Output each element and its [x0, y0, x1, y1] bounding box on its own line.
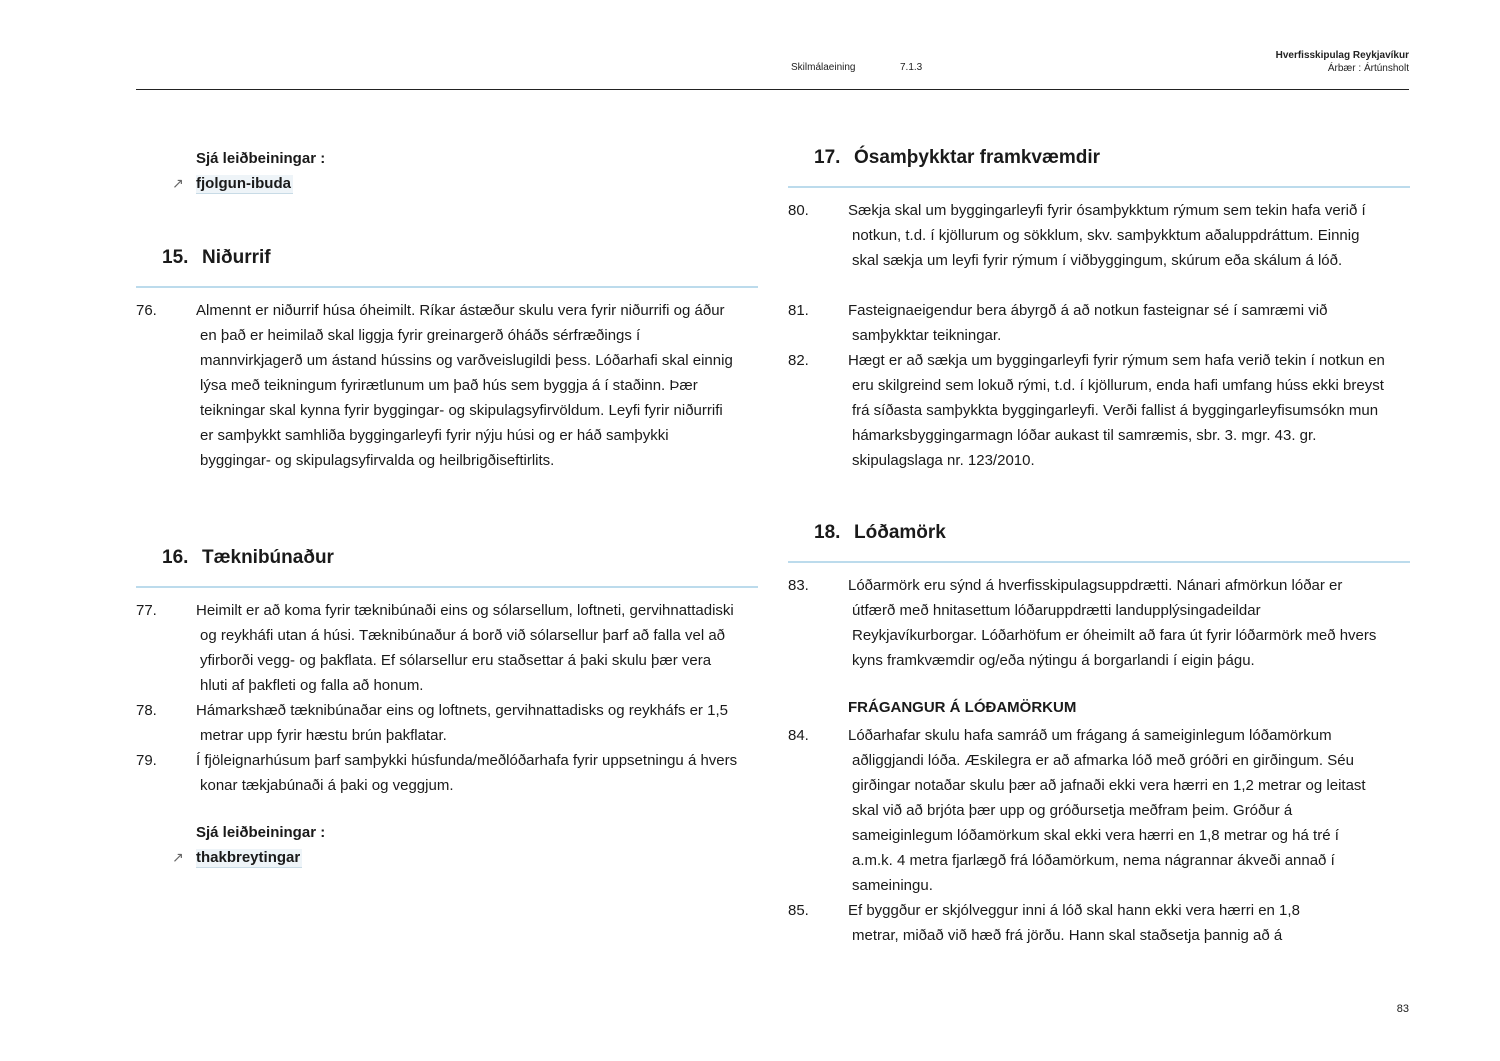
item-number: 81.	[788, 302, 809, 319]
section-title: Tæknibúnaður	[202, 547, 334, 568]
item-text: Heimilt er að koma fyrir tæknibúnaði eins og sólarsellum, loftneti, gervihnattadiski og reykháfi utan á húsi. Tæknibúnaður á borð við sólarsellur þarf að falla vel að yfirborði vegg- og þakflata. Ef sólarsellur eru staðsettar á þaki skulu þær vera hluti af þakfleti og falla að honum.	[196, 602, 734, 694]
item-text: Almennt er niðurrif húsa óheimilt. Ríkar ástæður skulu vera fyrir niðurrifi og áður en það er heimilað skal liggja fyrir greinargerð óháðs sérfræðings í mannvirkjagerð um ástand hússins og varðveislugildi þess. Lóðarhafi skal einnig lýsa með teikningum fyrirætlunum um það hús sem byggja á í staðinn. Þær teikningar skal kynna fyrir byggingar- og skipulagsyfirvöldum. Leyfi fyrir niðurrifi er samþykkt samhliða byggingarleyfi fyrir nýju húsi og er háð samþykki byggingar- og skipulagsyfirvalda og heilbrigðiseftirlits.	[196, 302, 733, 469]
item-text: Ef byggður er skjólveggur inni á lóð skal hann ekki vera hærri en 1,8 metrar, miðað við hæð frá jörðu. Hann skal staðsetja þannig að á	[848, 902, 1300, 944]
item-number: 80.	[788, 202, 809, 219]
section-rule	[136, 286, 758, 288]
item-number: 84.	[788, 727, 809, 744]
item-number: 82.	[788, 352, 809, 369]
item-number: 83.	[788, 577, 809, 594]
guide-link-thakbreytingar[interactable]: thakbreytingar	[196, 849, 301, 866]
section-title: Niðurrif	[202, 247, 271, 268]
section-number: 17.	[814, 147, 841, 168]
section-number: 16.	[162, 547, 189, 568]
item-text: Fasteignaeigendur bera ábyrgð á að notkun fasteignar sé í samræmi við samþykktar teikningar.	[848, 302, 1328, 344]
item-text: Lóðarhafar skulu hafa samráð um frágang á sameiginlegum lóðamörkum aðliggjandi lóða. Æskilegra er að afmarka lóð með gróðri en girðingum. Séu girðingar notaðar skulu þær að jafnaði ekki vera hærri en 1,2 metrar og leitast skal við að brjóta þær upp og gróðursetja meðfram þeim. Gróður á sameiginlegum lóðamörkum skal ekki vera hærri en 1,8 metrar og há tré í a.m.k. 4 metra fjarlægð frá lóðamörkum, nema nágrannar ákveði annað í sameiningu.	[848, 727, 1366, 894]
guide-label: Sjá leiðbeiningar :	[196, 150, 326, 167]
item-text: Í fjöleignarhúsum þarf samþykki húsfunda/meðlóðarhafa fyrir uppsetningu á hvers konar tækjabúnaði á þaki og veggjum.	[196, 752, 738, 794]
section-heading-18	[814, 522, 946, 544]
item-text: Hámarkshæð tæknibúnaðar eins og loftnets, gervihnattadisks og reykháfs er 1,5 metrar upp fyrir hæstu brún þakflatar.	[196, 702, 728, 744]
header-divider	[136, 89, 1409, 90]
item-number: 79.	[136, 752, 157, 769]
external-link-icon: ↗	[172, 175, 184, 191]
item-number: 77.	[136, 602, 157, 619]
doc-type: Skilmálaeining	[791, 62, 856, 73]
section-rule	[788, 186, 1410, 188]
section-heading-17	[814, 147, 1100, 169]
guide-label: Sjá leiðbeiningar :	[196, 824, 326, 841]
external-link-icon: ↗	[172, 849, 184, 865]
doc-title: Hverfisskipulag Reykjavíkur	[1275, 50, 1409, 61]
guide-link-fjolgun-ibuda[interactable]: fjolgun-ibuda	[196, 175, 291, 192]
item-number: 76.	[136, 302, 157, 319]
section-heading-16	[162, 547, 334, 569]
subheading-fragangur: FRÁGANGUR Á LÓÐAMÖRKUM	[848, 699, 1077, 716]
item-number: 85.	[788, 902, 809, 919]
section-number: 7.1.3	[900, 62, 923, 73]
section-title: Ósamþykktar framkvæmdir	[854, 147, 1101, 168]
doc-subtitle: Árbær : Ártúnsholt	[1327, 63, 1409, 74]
section-title: Lóðamörk	[854, 522, 946, 543]
section-heading-15	[162, 247, 271, 269]
running-header-left	[791, 62, 923, 73]
section-number: 18.	[814, 522, 841, 543]
item-number: 78.	[136, 702, 157, 719]
item-text: Hægt er að sækja um byggingarleyfi fyrir rýmum sem hafa verið tekin í notkun en eru skilgreind sem lokuð rými, t.d. í kjöllurum, enda hafi umfang húss ekki breyst frá síðasta samþykkta byggingarleyfi. Verði fallist á byggingarleyfisumsókn mun hámarksbyggingarmagn lóðar aukast til samræmis, sbr. 3. mgr. 43. gr. skipulagslaga nr. 123/2010.	[848, 352, 1385, 469]
item-text: Sækja skal um byggingarleyfi fyrir ósamþykktum rýmum sem tekin hafa verið í notkun, t.d. í kjöllurum og sökklum, skv. samþykktum aðaluppdráttum. Einnig skal sækja um leyfi fyrir rýmum í viðbyggingum, skúrum eða skálum á lóð.	[848, 202, 1366, 269]
page-number: 83	[1396, 1003, 1409, 1015]
section-number: 15.	[162, 247, 189, 268]
section-rule	[788, 561, 1410, 563]
running-header-right	[1276, 49, 1409, 75]
item-text: Lóðarmörk eru sýnd á hverfisskipulagsuppdrætti. Nánari afmörkun lóðar er útfærð með hnitasettum lóðaruppdrætti landupplýsingadeildar Reykjavíkurborgar. Lóðarhöfum er óheimilt að fara út fyrir lóðarmörk með hvers kyns framkvæmdir og/eða nýtingu á borgarlandi í eigin þágu.	[848, 577, 1377, 669]
section-rule	[136, 586, 758, 588]
